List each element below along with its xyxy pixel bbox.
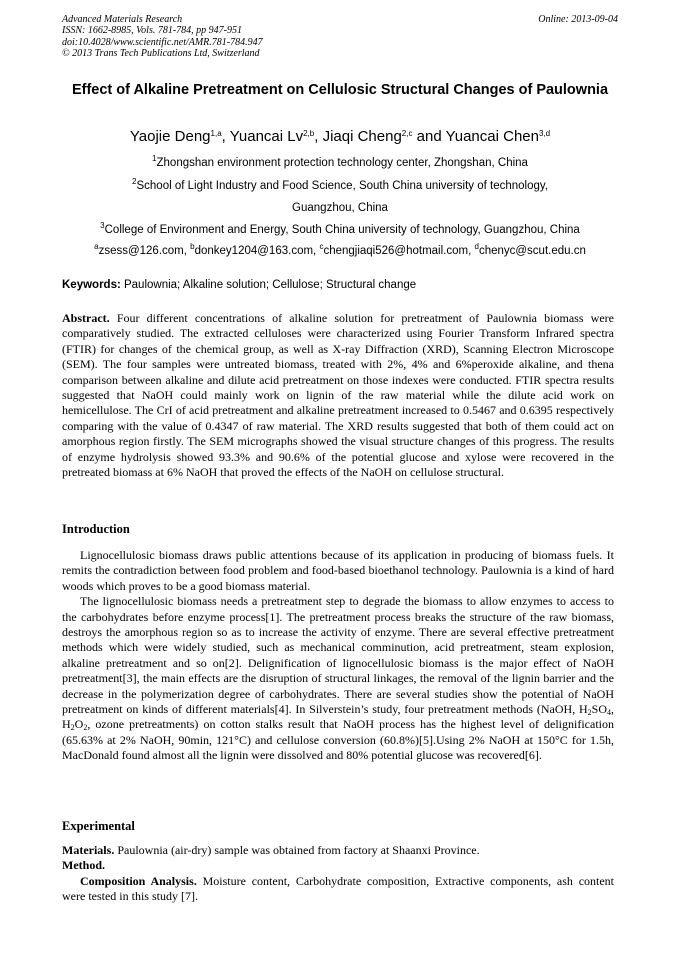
intro-paragraph-2 (62, 594, 614, 763)
paper-title: Effect of Alkaline Pretreatment on Cellulosic Structural Changes of Paulownia (71, 82, 609, 98)
intro-p2-text: , ozone pretreatments) on cotton stalks result that NaOH process has the highest level of delignification (65.63% at 2% NaOH, 90min, 121°C) and cellulose conversion (60.8%)[5].Using 2% NaOH at 150°C for 1.5h, MacDonald found almost all the lignin were dissolved and 80% potential glucose was recovered[6]. (62, 717, 614, 763)
email-line: $^a$zsess@126.com, $^b$donkey1204@163.com, $^c$chengjiaqi526@hotmail.com, $^d$chenyc@scut.edu.cn (94, 242, 586, 257)
affiliation-2-cont: Guangzhou, China (292, 202, 388, 214)
affiliation-2 (62, 179, 618, 193)
author-separator: and (412, 128, 446, 145)
keywords-text: Paulownia; Alkaline solution; Cellulose; Structural change (120, 279, 417, 291)
materials-text: Paulownia (air-dry) sample was obtained from factory at Shaanxi Province. (114, 843, 480, 857)
intro-paragraph-1: Lignocellulosic biomass draws public attentions because of its application in producing of biomass fuels. It remits the contradiction between food problem and food-based bioethanol technology. Paulownia is a kind of hard woods which proves to be a good biomass material. (62, 548, 614, 593)
intro-p2-text: SO (591, 702, 607, 717)
subscript: 2 (83, 723, 88, 733)
email-address: zsess@126.com (98, 245, 184, 257)
author-name: Yuancai Chen (445, 128, 539, 145)
author-name: Yaojie Deng (129, 128, 211, 145)
affil-text: School of Light Industry and Food Science, South China university of technology, (136, 180, 548, 192)
author-affil-sup: 3,d (538, 129, 551, 138)
email-sup: b (190, 242, 195, 251)
author-affil-sup: 2,b (303, 129, 315, 138)
online-date: Online: 2013-09-04 (538, 14, 618, 25)
abstract-label: Abstract. (62, 311, 110, 325)
subscript: 2 (70, 723, 75, 733)
abstract-text: Four different concentrations of alkaline solution for pretreatment of Paulownia biomass were comparatively studied. The extracted celluloses were characterized using Fourier Transform Infrared spectra (FTIR) for changes of the chemical group, as well as X-ray Diffraction (XRD), Scanning Electron Microscope (SEM). The four samples were untreated biomass, treated with 2%, 4% and 6%peroxide alkaline, and thena comparison between alkaline and dilute acid pretreatment on those indexes were conducted. FTIR spectra results suggested that NaOH could mainly work on lignin of the raw material while the dilute acid work on hemicellulose. The CrI of acid pretreatment and alkaline pretreatment increased to 0.5467 and 0.6395 respectively comparing with the value of 0.4347 of raw material. The XRD results suggested that both of them could act on amorphous region firstly. The SEM micrographs showed the visual structure changes of this progress. The results of enzyme hydrolysis showed 93.3% and 90.6% of the potential glucose and xylose were recovered in the pretreated biomass at 6% NaOH that proved the effects of the NaOH on cellulose structural. (62, 311, 614, 480)
composition-paragraph (62, 874, 614, 905)
affil-sup: 2 (132, 177, 137, 186)
keywords (62, 278, 618, 292)
author-name: Jiaqi Cheng (322, 128, 402, 145)
method-label: Method. (62, 858, 105, 873)
issn-line: ISSN: 1662-8985, Vols. 781-784, pp 947-951 (62, 25, 242, 37)
affiliation-1 (62, 156, 618, 170)
abstract (62, 311, 614, 480)
intro-p2-text: , H (62, 702, 614, 732)
materials-paragraph (62, 843, 614, 858)
affil-sup: 1 (152, 154, 157, 163)
author-list (62, 128, 618, 146)
author-name: Yuancai Lv (229, 128, 304, 145)
email-sup: a (94, 242, 99, 251)
email-address: chengjiaqi526@hotmail.com (323, 245, 469, 257)
composition-text: Moisture content, Carbohydrate composition, Extractive components, ash content were tested in this study [7]. (62, 873, 615, 904)
author-separator: , (221, 128, 230, 145)
journal-name: Advanced Materials Research (62, 14, 183, 25)
email-address: chenyc@scut.edu.cn (478, 245, 586, 257)
keywords-label: Keywords: (62, 279, 121, 291)
affil-text: Zhongshan environment protection technology center, Zhongshan, China (156, 157, 528, 169)
email-sup: c (319, 242, 324, 251)
materials-label: Materials. (62, 843, 115, 857)
copyright-line: © 2013 Trans Tech Publications Ltd, Switzerland (62, 48, 260, 60)
journal-header (62, 14, 618, 60)
intro-p2-text: O (74, 717, 84, 732)
doi-line: doi:10.4028/www.scientific.net/AMR.781-784.947 (62, 36, 263, 48)
email-address: donkey1204@163.com (194, 245, 314, 257)
subscript: 2 (587, 708, 592, 718)
subscript: 4 (607, 708, 611, 718)
introduction-body (62, 548, 614, 764)
email-sup: d (474, 242, 479, 251)
composition-label: Composition Analysis. (80, 873, 197, 888)
intro-p2-text: The lignocellulosic biomass needs a pretreatment step to degrade the biomass to allow enzymes to access to the carbohydrates before enzyme process[1]. The pretreatment process breaks the structure of the raw biomass, destroys the amorphous region so as to increase the activity of enzyme. There are several effective pretreatment methods which were widely studied, such as mechanical comminution, acid pretreatment, steam explosion, alkaline pretreatment and so on[2]. Delignification of lignocellulosic biomass is the major effect of NaOH pretreatment[3], the main effects are the disruption of structural linkages, the removal of the lignin barrier and the decrease in the polymerization degree of carbohydrates. There are several studies show the potential of NaOH pretreatment on kinds of different materials[4]. In Silverstein’s study, four pretreatment methods (NaOH, H (62, 594, 614, 717)
method-heading (62, 858, 614, 873)
affil-sup: 3 (100, 221, 105, 230)
introduction-heading: Introduction (62, 522, 130, 536)
author-affil-sup: 1,a (210, 129, 222, 138)
author-separator: , (314, 128, 323, 145)
experimental-heading: Experimental (62, 819, 135, 833)
author-affil-sup: 2,c (401, 129, 413, 138)
affiliation-3 (62, 223, 618, 237)
affil-text: College of Environment and Energy, South China university of technology, Guangzhou, China (104, 224, 580, 236)
experimental-body (62, 843, 614, 905)
